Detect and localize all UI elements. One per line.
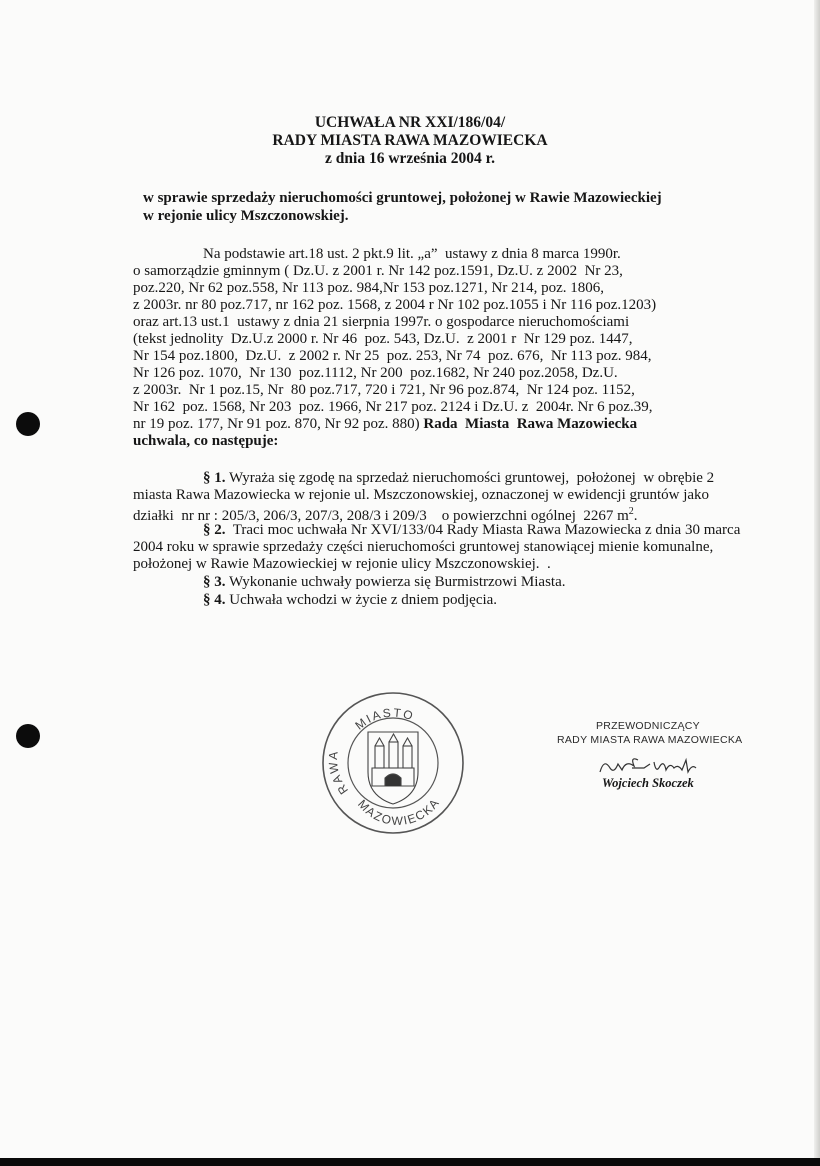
preamble-line: Na podstawie art.18 ust. 2 pkt.9 lit. „a” ustawy z dnia 8 marca 1990r. bbox=[203, 246, 621, 262]
punch-hole-top bbox=[16, 412, 40, 436]
subject-line-2: w rejonie ulicy Mszczonowskiej. bbox=[143, 208, 349, 224]
p2-text-1: Traci moc uchwała Nr XVI/133/04 Rady Miasta Rawa Mazowiecka z dnia 30 marca bbox=[225, 522, 741, 538]
resolution-number: UCHWAŁA NR XXI/186/04/ bbox=[314, 114, 506, 131]
stamp-left-text: RAWA bbox=[325, 749, 351, 797]
p1-text-3: działki nr nr : 205/3, 206/3, 207/3, 208/3 i 209/3 o powierzchni ogólnej 2267 m bbox=[133, 508, 629, 524]
paragraph-3 bbox=[203, 574, 565, 590]
council-bold: Rada Miasta Rawa Mazowiecka bbox=[423, 416, 638, 432]
preamble-line: z 2003r. Nr 1 poz.15, Nr 80 poz.717, 720 i 721, Nr 96 poz.874, Nr 124 poz. 1152, bbox=[133, 382, 635, 398]
preamble-line: Nr 154 poz.1800, Dz.U. z 2002 r. Nr 25 poz. 253, Nr 74 poz. 676, Nr 113 poz. 984, bbox=[133, 348, 652, 364]
preamble-line: Nr 126 poz. 1070, Nr 130 poz.1112, Nr 200 poz.1682, Nr 240 poz.2058, Dz.U. bbox=[133, 365, 618, 381]
p4-text: Uchwała wchodzi w życie z dniem podjęcia. bbox=[225, 592, 498, 608]
p2-line-2: 2004 roku w sprawie sprzedaży części nieruchomości gruntowej stanowiącej mienie komunalne, bbox=[133, 539, 714, 555]
scan-edge-right bbox=[814, 0, 820, 1166]
resolves-line: uchwala, co następuje: bbox=[133, 433, 279, 449]
preamble-line: oraz art.13 ust.1 ustawy z dnia 21 sierpnia 1997r. o gospodarce nieruchomościami bbox=[133, 314, 630, 330]
preamble-line-last bbox=[133, 416, 637, 432]
p1-mark: § 1. bbox=[203, 470, 226, 486]
p3-mark: § 3. bbox=[203, 574, 226, 590]
preamble-line: Nr 162 poz. 1568, Nr 203 poz. 1966, Nr 217 poz. 2124 i Dz.U. z 2004r. Nr 6 poz.39, bbox=[133, 399, 653, 415]
preamble-line: o samorządzie gminnym ( Dz.U. z 2001 r. Nr 142 poz.1591, Dz.U. z 2002 Nr 23, bbox=[133, 263, 623, 279]
scan-edge-bottom bbox=[0, 1158, 820, 1166]
p3-text: Wykonanie uchwały powierza się Burmistrzowi Miasta. bbox=[225, 574, 566, 590]
p2-line-1 bbox=[203, 522, 740, 538]
p1-line-2: miasta Rawa Mazowiecka w rejonie ul. Mszczonowskiej, oznaczonej w ewidencji gruntów jako bbox=[133, 487, 710, 503]
signature-title: PRZEWODNICZĄCY bbox=[596, 720, 700, 732]
preamble-line: (tekst jednolity Dz.U.z 2000 r. Nr 46 poz. 543, Dz.U. z 2001 r Nr 129 poz. 1447, bbox=[133, 331, 633, 347]
signature-council: RADY MIASTA RAWA MAZOWIECKA bbox=[557, 734, 743, 746]
p1-line-3 bbox=[133, 504, 638, 524]
punch-hole-bottom bbox=[16, 724, 40, 748]
subject-line-1: w sprawie sprzedaży nieruchomości gruntowej, położonej w Rawie Mazowieckiej bbox=[143, 190, 662, 206]
resolution-date: z dnia 16 września 2004 r. bbox=[325, 150, 495, 167]
p2-line-3: położonej w Rawie Mazowieckiej w rejonie ulicy Mszczonowskiej. . bbox=[133, 556, 551, 572]
signatory-name: Wojciech Skoczek bbox=[602, 776, 694, 790]
stamp-bottom-text: MAZOWIECKA bbox=[354, 795, 443, 828]
council-name: RADY MIASTA RAWA MAZOWIECKA bbox=[272, 132, 548, 149]
preamble-line: z 2003r. nr 80 poz.717, nr 162 poz. 1568, z 2004 r Nr 102 poz.1055 i Nr 116 poz.1203) bbox=[133, 297, 657, 313]
p4-mark: § 4. bbox=[203, 592, 226, 608]
p1-text-1: Wyraża się zgodę na sprzedaż nieruchomości gruntowej, położonej w obrębie 2 bbox=[225, 470, 715, 486]
stamp-top-text: MIASTO bbox=[352, 705, 417, 733]
preamble-line: poz.220, Nr 62 poz.558, Nr 113 poz. 984,Nr 153 poz.1271, Nr 214, poz. 1806, bbox=[133, 280, 605, 296]
preamble-line-text: nr 19 poz. 177, Nr 91 poz. 870, Nr 92 poz. 880) bbox=[133, 416, 424, 432]
svg-text:MIASTO bbox=[352, 705, 416, 732]
svg-text:RAWA bbox=[326, 749, 351, 797]
p1-superscript: 2 bbox=[628, 506, 634, 517]
p1-line-1 bbox=[203, 470, 714, 486]
p1-tail: . bbox=[633, 508, 638, 524]
paragraph-4 bbox=[203, 592, 497, 608]
city-seal-stamp bbox=[320, 690, 466, 836]
coat-of-arms-icon bbox=[368, 732, 418, 804]
p2-mark: § 2. bbox=[203, 522, 226, 538]
